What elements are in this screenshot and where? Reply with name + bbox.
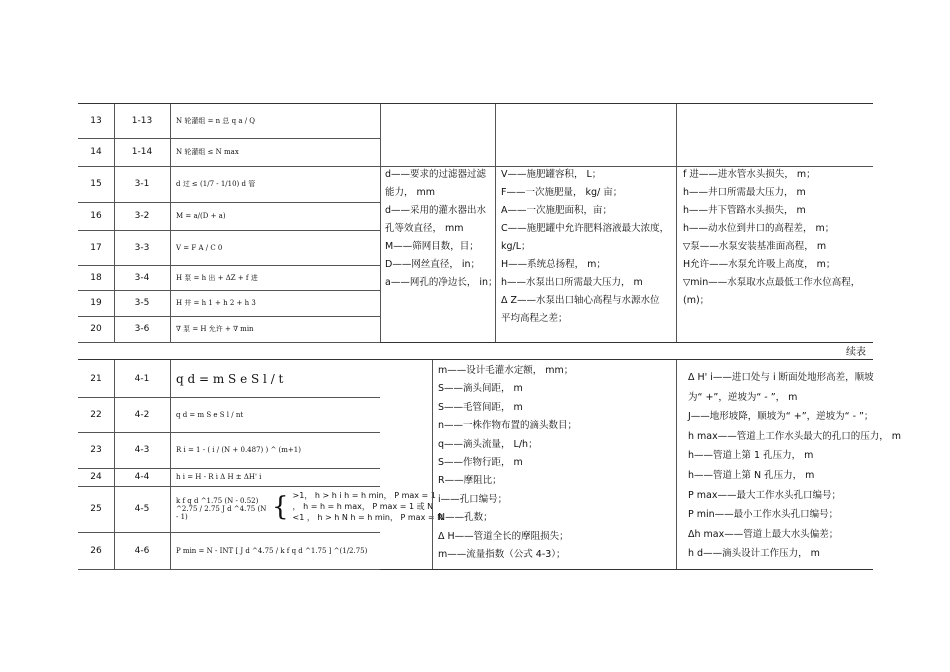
variable-definitions-col-1: [438, 362, 577, 564]
row-number: 14: [90, 147, 102, 157]
definition-line: h——水泵出口所需最大压力， m: [501, 277, 643, 288]
formula-code: 3-1: [134, 179, 150, 189]
table-row: [78, 265, 380, 291]
formula-code: 3-6: [134, 324, 150, 334]
column-divider: [170, 104, 171, 342]
definition-line: 能力， mm: [385, 187, 436, 198]
formula-code: 4-6: [134, 545, 150, 556]
column-divider: [676, 360, 677, 569]
table-row: [78, 360, 380, 398]
column-divider: [380, 104, 381, 342]
formula: V = F A / C 0: [176, 243, 223, 252]
formula-code: 4-5: [134, 504, 150, 514]
definition-line: 孔等效直径， mm: [385, 223, 464, 234]
table-row: [78, 432, 380, 469]
variable-definitions-col-1: [385, 166, 498, 292]
formula: P min = N - INT [ J d ^4.75 / k f q d ^1.75 ] ^(1/2.75): [176, 546, 368, 555]
table-row: [78, 290, 380, 317]
definition-line: P min——最小工作水头孔口编号；: [688, 509, 839, 521]
row-number: 25: [90, 504, 102, 514]
definition-line: S——作物行距， m: [438, 457, 523, 469]
row-number: 16: [90, 211, 102, 221]
formula: N 轮灌组 ≤ N max: [176, 148, 239, 156]
formula: H 泵 = h 出 + ΔZ + f 进: [176, 273, 258, 282]
definition-line: h max——管道上工作水头最大的孔口的压力， m: [688, 430, 902, 442]
definition-line: h——管道上第 N 孔压力， m: [688, 469, 815, 481]
formula-code: 4-1: [134, 373, 150, 384]
definition-line: ▽泵——水泵安装基准面高程， m: [683, 241, 827, 252]
definition-line: d——要求的过滤器过滤: [385, 169, 487, 180]
variable-definitions-col-2: [688, 368, 901, 564]
row-number: 19: [90, 298, 102, 308]
formula: R i = 1 - ( i / (N + 0.487) ) ^ (m+1): [176, 446, 301, 454]
formula-table-2: [78, 359, 902, 570]
definition-line: i——孔口编号；: [438, 493, 508, 505]
definition-line: h——井口所需最大压力， m: [683, 187, 806, 198]
definition-line: h d——滴头设计工作压力， m: [688, 548, 820, 560]
definition-line: q——滴头流量， L/h；: [438, 438, 538, 450]
formula-code: 3-4: [134, 272, 150, 283]
table-row: [78, 166, 380, 203]
definition-line: C——施肥罐中允许肥料溶液最大浓度，: [501, 223, 670, 234]
row-number: 13: [90, 116, 102, 126]
case-line: ， h = h = h max， P max = 1 或 N: [292, 502, 434, 511]
definition-line: f 进——进水管水头损失， m；: [683, 169, 816, 180]
row-number: 24: [90, 472, 102, 482]
case-line: <1 ， h > h N h = h min， P max = N: [292, 513, 444, 522]
definition-line: Δ Z——水泵出口轴心高程与水源水位: [501, 295, 660, 306]
definition-line: h——管道上第 1 孔压力， m: [688, 450, 814, 462]
definition-line: 为“ +”，逆坡为“ - ”， m: [688, 391, 798, 403]
definition-line: kg/L；: [501, 241, 531, 252]
table-row: [78, 202, 380, 231]
definition-line: n——一株作物布置的滴头数目；: [438, 420, 578, 432]
table-row: [78, 138, 380, 167]
formula: h i = H - R i Δ H ± ΔH' i: [176, 473, 262, 481]
row-number: 21: [90, 373, 102, 384]
formula-code: 1-13: [131, 116, 153, 126]
formula: H 井 = h 1 + h 2 + h 3: [176, 299, 256, 307]
table-row: [78, 230, 380, 266]
formula-code: 3-3: [134, 242, 150, 253]
row-number: 17: [90, 242, 102, 253]
continued-label: 续表: [846, 347, 866, 358]
table-row: [78, 397, 380, 433]
definition-line: R——摩阻比；: [438, 475, 502, 487]
definition-line: N——孔数；: [438, 512, 493, 524]
definition-line: 平均高程之差；: [501, 313, 568, 324]
formula-code: 4-4: [134, 472, 150, 482]
column-divider: [114, 104, 115, 342]
formula-code: 4-2: [134, 409, 150, 420]
table-row: [78, 104, 380, 139]
column-divider: [676, 104, 677, 342]
variable-definitions-col-3: [683, 166, 860, 310]
row-number: 18: [90, 272, 102, 283]
definition-line: V——施肥罐容积， L；: [501, 169, 602, 180]
definition-line: D——网丝直径， in；: [385, 259, 480, 270]
row-number: 20: [90, 324, 102, 334]
formula-code: 3-5: [134, 298, 150, 308]
formula: N 轮灌组 = n 总 q a / Q: [176, 117, 256, 125]
column-divider: [432, 360, 433, 569]
definition-line: ▽min——水泵取水点最低工作水位高程，: [683, 277, 861, 288]
definition-line: Δ H——管道全长的摩阻损失；: [438, 530, 569, 542]
formula: M = a/(D + a): [176, 212, 226, 220]
definition-line: S——毛管间距， m: [438, 401, 523, 413]
definition-line: h——井下管路水头损失， m: [683, 205, 806, 216]
table-row: [78, 468, 380, 487]
definition-line: m——流量指数（公式 4-3）；: [438, 549, 566, 561]
definition-line: S——滴头间距， m: [438, 383, 523, 395]
definition-line: m——设计毛灌水定额， mm；: [438, 365, 574, 376]
variable-definitions-col-2: [501, 166, 669, 328]
definition-line: (m)；: [683, 295, 710, 306]
brace-symbol: {: [272, 491, 289, 522]
definition-line: P max——最大工作水头孔口编号；: [688, 489, 841, 501]
definition-line: F——一次施肥量， kg/ 亩；: [501, 187, 623, 198]
column-divider: [114, 360, 115, 569]
formula: ∇ 泵 = H 允许 + ∇ min: [176, 325, 254, 333]
definition-line: h——动水位到井口的高程差， m；: [683, 223, 835, 234]
table-row: [78, 316, 380, 343]
case-line: >1， h > h i h = h min， P max = 1: [292, 491, 436, 500]
definition-line: H——系统总扬程， m；: [501, 259, 606, 270]
formula: q d = m S e S l / nt: [176, 410, 244, 419]
definition-line: M——筛网目数，目；: [385, 241, 479, 252]
row-number: 22: [90, 409, 102, 420]
formula-code: 3-2: [134, 211, 150, 221]
definition-line: d——采用的灌水器出水: [385, 205, 487, 216]
row-number: 26: [90, 545, 102, 556]
formula-code: 4-3: [134, 445, 150, 455]
formula: k f q d ^1.75 (N - 0.52) ^2.75 / 2.75 J d ^4.75 (N - 1): [176, 497, 267, 521]
row-number: 23: [90, 445, 102, 455]
formula: d 过 ≤ (1/7 - 1/10) d 管: [176, 180, 256, 188]
formula-code: 1-14: [131, 147, 153, 157]
column-divider: [170, 360, 171, 569]
piecewise-cases: [268, 490, 443, 523]
definition-line: J——地形坡降，顺坡为“ +”，逆坡为“ - ”；: [688, 411, 874, 423]
definition-line: Δ H' i——进口处与 i 断面处地形高差，顺坡: [688, 372, 874, 383]
definition-line: Δh max——管道上最大水头偏差；: [688, 528, 839, 540]
row-number: 15: [90, 179, 102, 189]
definition-line: H允许——水泵允许吸上高度， m；: [683, 259, 836, 270]
table-row: [78, 532, 380, 570]
formula-table-1: [78, 103, 873, 343]
definition-line: A——一次施肥面积，亩；: [501, 205, 612, 216]
definition-line: a——网孔的净边长， in；: [385, 277, 498, 288]
formula: q d = m S e S l / t: [176, 371, 284, 386]
